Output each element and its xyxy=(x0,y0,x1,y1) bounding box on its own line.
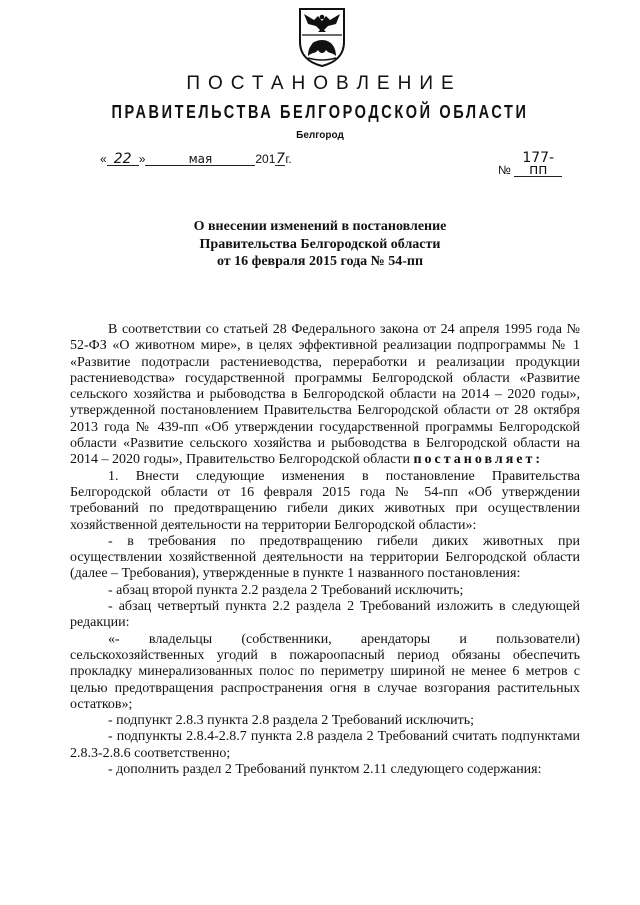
list-item: - абзац второй пункта 2.2 раздела 2 Требований исключить; xyxy=(108,582,464,598)
list-item: - подпункт 2.8.3 пункта 2.8 раздела 2 Требований исключить; xyxy=(108,713,475,729)
list-item: - дополнить раздел 2 Требований пунктом 2.11 следующего содержания: xyxy=(108,762,542,778)
preamble-paragraph: В соответствии со статьей 28 Федерального закона от 24 апреля 1995 года № 52-ФЗ «О животном мире», в целях эффективной реализации подпрограммы № 1 «Развитие подотрасли растениеводства, переработки и реализации продукции растениеводства» государственной программы Белгородской области «Развитие сельского хозяйства и рыбоводства в Белгородской области на 2014 – 2020 годы», утвержденной постановлением Правительства Белгородской области от 28 октября 2013 года № 439-пп «Об утверждении государственной программы Белгородской области «Развитие сельского хозяйства и рыбоводства в Белгородской области на 2014 – 2020 годы», Правительство Белгородской области постановляет: xyxy=(70,322,580,468)
date-month: мая xyxy=(145,153,255,166)
belgorod-coat-of-arms-icon xyxy=(296,6,348,68)
quoted-provision: «- владельцы (собственники, арендаторы и пользователи) сельскохозяйственных угодий в пожароопасный период обязаны обеспечить прокладку минерализованных полос по периметру шириной не менее 6 метров с целью предотвращения распространения огня в случае возгорания растительных остатков»; xyxy=(70,631,580,712)
issuing-authority: ПРАВИТЕЛЬСТВА БЕЛГОРОДСКОЙ ОБЛАСТИ xyxy=(111,103,529,123)
document-subject: О внесении изменений в постановление Правительства Белгородской области от 16 февраля 2015 года № 54-пп xyxy=(193,219,447,269)
clause-1-paragraph: 1. Внести следующие изменения в постановление Правительства Белгородской области от 16 февраля 2015 года № 54-пп «Об утверждении требований по предотвращению гибели диких животных при осуществлении хозяйственной деятельности на территории Белгородской области»: xyxy=(70,468,580,533)
document-type-title: ПОСТАНОВЛЕНИЕ xyxy=(186,73,462,94)
city-name: Белгород xyxy=(296,130,344,141)
date-day: 22 xyxy=(107,153,139,166)
list-item: - в требования по предотвращению гибели диких животных при осуществлении хозяйственной деятельности на территории Белгородской области (далее – Требования), утвержденные в пункте 1 названного постановления: xyxy=(70,533,580,582)
document-number-value: 177-пп xyxy=(514,152,562,177)
decree-keyword: постановляет: xyxy=(413,452,544,468)
list-item: - подпункты 2.8.4-2.8.7 пункта 2.8 раздела 2 Требований считать подпунктами 2.8.3-2.8.6 соответственно; xyxy=(70,729,580,761)
document-body xyxy=(70,322,580,778)
list-item: - абзац четвертый пункта 2.2 раздела 2 Требований изложить в следующей редакции: xyxy=(70,599,580,631)
date-year-digit: 7 xyxy=(275,151,285,167)
document-date: « 22 » мая 2017г. xyxy=(100,151,292,167)
document-number: № 177-пп xyxy=(498,152,562,177)
